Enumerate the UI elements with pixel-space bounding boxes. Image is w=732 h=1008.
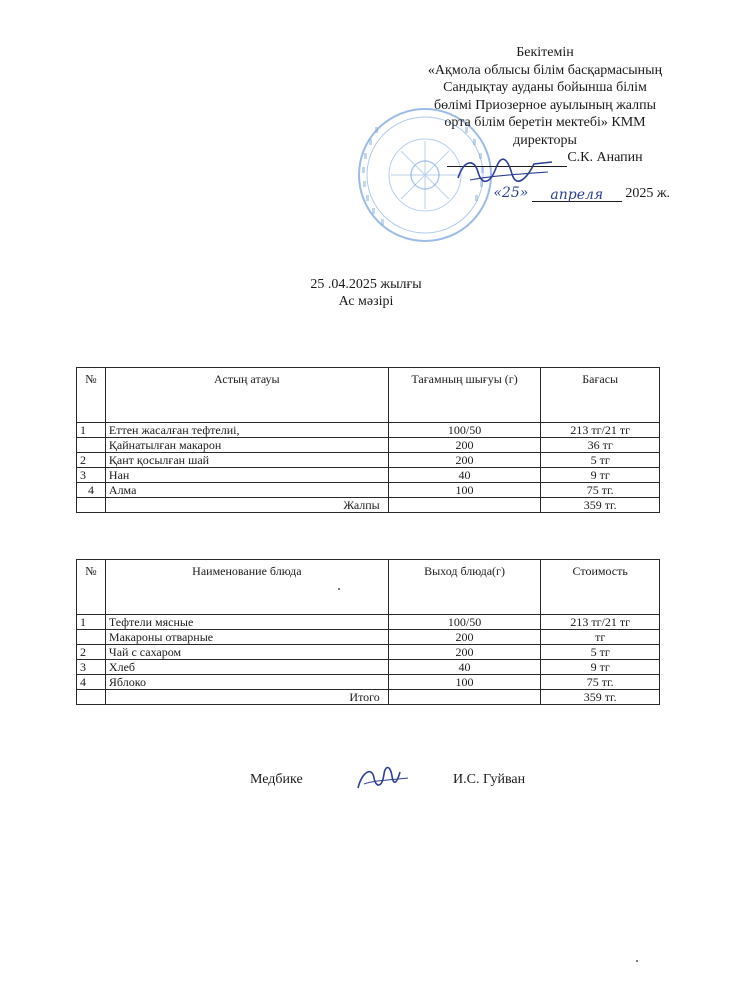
table-total-row <box>77 690 660 705</box>
scan-speck <box>338 588 340 590</box>
row-dish-name: Макароны отварные <box>105 630 388 645</box>
row-number: 2 <box>77 645 106 660</box>
table-row <box>77 660 660 675</box>
header-number: № <box>77 560 106 615</box>
header-price: Стоимость <box>541 560 660 615</box>
menu-date: 25 .04.2025 жылғы <box>310 277 422 292</box>
row-dish-name: Яблоко <box>105 675 388 690</box>
approval-date-day: «25» <box>493 184 529 201</box>
row-yield: 40 <box>388 468 541 483</box>
row-price: 75 тг. <box>541 675 660 690</box>
header-number: № <box>77 368 106 423</box>
row-price: 36 тг <box>541 438 660 453</box>
row-dish-name: Чай с сахаром <box>105 645 388 660</box>
approval-org-line-2: Сандықтау ауданы бойынша білім <box>443 80 647 95</box>
menu-label: Ас мәзірі <box>338 294 394 309</box>
row-yield: 200 <box>388 438 541 453</box>
total-value: 359 тг. <box>541 690 660 705</box>
header-dish-name: Астың атауы <box>105 368 388 423</box>
table-row <box>77 645 660 660</box>
row-yield: 40 <box>388 660 541 675</box>
row-yield: 100 <box>388 675 541 690</box>
row-price: 9 тг <box>541 660 660 675</box>
table-row <box>77 438 660 453</box>
row-dish-name: Нан <box>105 468 388 483</box>
row-number: 4 <box>77 483 106 498</box>
row-price: 213 тг/21 тг <box>541 423 660 438</box>
header-price: Бағасы <box>541 368 660 423</box>
table-header-row <box>77 368 660 423</box>
table-row <box>77 453 660 468</box>
row-number: 3 <box>77 468 106 483</box>
approval-heading: Бекітемін <box>516 45 574 60</box>
row-yield: 100/50 <box>388 615 541 630</box>
header-yield: Выход блюда(г) <box>388 560 541 615</box>
nurse-role: Медбике <box>250 772 303 787</box>
row-yield: 200 <box>388 645 541 660</box>
table-header-row <box>77 560 660 615</box>
nurse-name: И.С. Гуйван <box>453 772 526 787</box>
row-dish-name: Қайнатылған макарон <box>105 438 388 453</box>
approval-org-line-3: бөлімі Приозерное ауылының жалпы <box>433 97 657 113</box>
total-label: Итого <box>105 690 388 705</box>
row-number: 1 <box>77 423 106 438</box>
row-dish-name: Еттен жасалған тефтелиі, <box>105 423 388 438</box>
scan-speck <box>636 960 638 962</box>
row-dish-name: Хлеб <box>105 660 388 675</box>
row-yield: 200 <box>388 630 541 645</box>
menu-title <box>0 276 732 310</box>
header-dish-name: Наименование блюда <box>105 560 388 615</box>
menu-table-kazakh <box>76 367 660 513</box>
row-number <box>77 630 106 645</box>
approval-date-year: 2025 ж. <box>625 185 670 201</box>
approval-signer-name: С.К. Анапин <box>567 150 643 165</box>
approval-date-month: апреля <box>550 187 604 203</box>
nurse-signature <box>352 758 412 798</box>
menu-table-russian <box>76 559 660 705</box>
table-total-row <box>77 498 660 513</box>
row-price: 213 тг/21 тг <box>541 615 660 630</box>
row-number: 2 <box>77 453 106 468</box>
approval-org-line-1: «Ақмола облысы білім басқармасының <box>427 62 663 78</box>
row-price: 5 тг <box>541 453 660 468</box>
row-yield: 200 <box>388 453 541 468</box>
row-yield: 100/50 <box>388 423 541 438</box>
table-row <box>77 483 660 498</box>
header-yield: Тағамның шығуы (г) <box>388 368 541 423</box>
row-dish-name: Тефтели мясные <box>105 615 388 630</box>
approval-position: директоры <box>513 132 577 148</box>
row-number: 3 <box>77 660 106 675</box>
table-row <box>77 615 660 630</box>
director-signature <box>450 150 560 190</box>
table-row <box>77 630 660 645</box>
row-dish-name: Алма <box>105 483 388 498</box>
row-dish-name: Қант қосылған шай <box>105 453 388 468</box>
row-price: 75 тг. <box>541 483 660 498</box>
row-yield: 100 <box>388 483 541 498</box>
total-value: 359 тг. <box>541 498 660 513</box>
approval-org-line-4: орта білім беретін мектебі» КММ <box>444 115 646 130</box>
row-price: 9 тг <box>541 468 660 483</box>
total-label: Жалпы <box>105 498 388 513</box>
row-number: 4 <box>77 675 106 690</box>
table-row <box>77 675 660 690</box>
table-row <box>77 423 660 438</box>
row-price: тг <box>541 630 660 645</box>
row-number <box>77 438 106 453</box>
table-row <box>77 468 660 483</box>
row-price: 5 тг <box>541 645 660 660</box>
row-number: 1 <box>77 615 106 630</box>
